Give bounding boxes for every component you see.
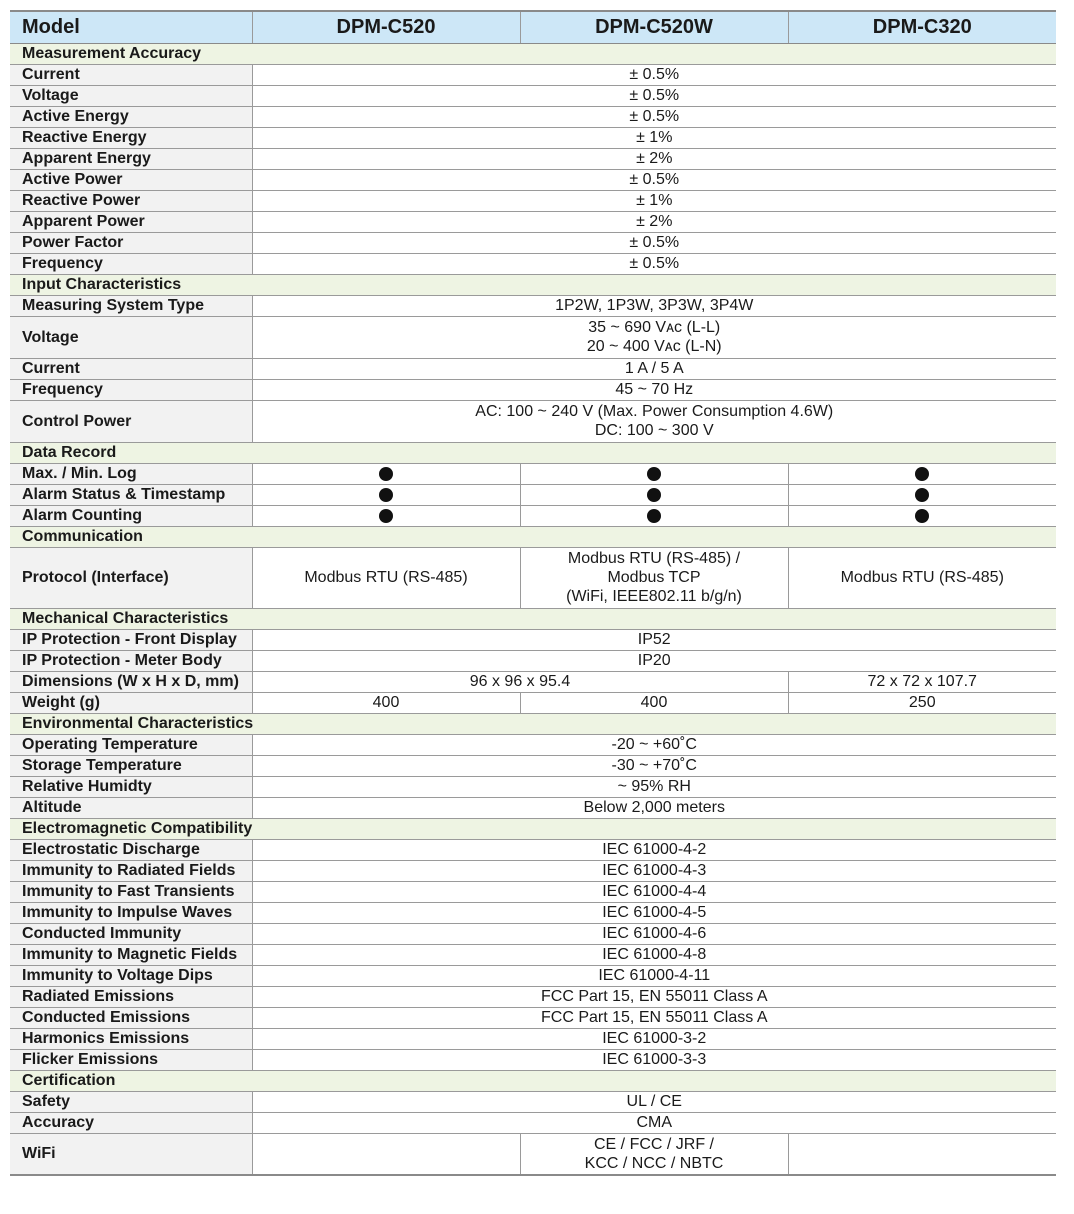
section-title: Measurement Accuracy [10, 43, 1056, 64]
spec-row [10, 316, 1056, 358]
spec-row [10, 1133, 1056, 1175]
spec-row [10, 400, 1056, 442]
spec-value: ± 2% [252, 211, 1056, 232]
spec-table [10, 10, 1056, 1176]
row-label: Immunity to Magnetic Fields [10, 944, 252, 965]
header-row [10, 11, 1056, 43]
spec-value: UL / CE [252, 1091, 1056, 1112]
spec-value: Below 2,000 meters [252, 797, 1056, 818]
spec-value: 250 [788, 692, 1056, 713]
row-label: Weight (g) [10, 692, 252, 713]
supported-cell [520, 463, 788, 484]
spec-value: 400 [520, 692, 788, 713]
spec-row [10, 965, 1056, 986]
spec-body [10, 43, 1056, 1175]
row-label: Conducted Immunity [10, 923, 252, 944]
spec-value: ± 1% [252, 127, 1056, 148]
section-title: Certification [10, 1070, 1056, 1091]
row-label: Accuracy [10, 1112, 252, 1133]
spec-row [10, 1028, 1056, 1049]
row-label: Relative Humidty [10, 776, 252, 797]
spec-row [10, 902, 1056, 923]
spec-row [10, 629, 1056, 650]
spec-value: CMA [252, 1112, 1056, 1133]
section-header-row [10, 442, 1056, 463]
spec-row [10, 169, 1056, 190]
row-label: Voltage [10, 316, 252, 358]
row-label: Active Power [10, 169, 252, 190]
section-title: Data Record [10, 442, 1056, 463]
spec-value: IEC 61000-4-2 [252, 839, 1056, 860]
spec-value: Modbus RTU (RS-485) [788, 547, 1056, 608]
spec-row [10, 986, 1056, 1007]
spec-value: 45 ~ 70 Hz [252, 379, 1056, 400]
section-header-row [10, 713, 1056, 734]
row-label: Frequency [10, 379, 252, 400]
spec-value: IP20 [252, 650, 1056, 671]
spec-value: IEC 61000-4-4 [252, 881, 1056, 902]
spec-value: IEC 61000-3-2 [252, 1028, 1056, 1049]
row-label: Dimensions (W x H x D, mm) [10, 671, 252, 692]
spec-value: -30 ~ +70˚C [252, 755, 1056, 776]
row-label: Radiated Emissions [10, 986, 252, 1007]
spec-row [10, 923, 1056, 944]
spec-row [10, 106, 1056, 127]
spec-row [10, 64, 1056, 85]
filled-circle-icon [379, 467, 393, 481]
row-label: Operating Temperature [10, 734, 252, 755]
section-title: Electromagnetic Compatibility [10, 818, 1056, 839]
spec-row [10, 1007, 1056, 1028]
spec-row [10, 1049, 1056, 1070]
row-label: Control Power [10, 400, 252, 442]
supported-cell [520, 484, 788, 505]
row-label: Safety [10, 1091, 252, 1112]
spec-row [10, 127, 1056, 148]
supported-cell [252, 463, 520, 484]
spec-row [10, 463, 1056, 484]
spec-row [10, 547, 1056, 608]
filled-circle-icon [379, 488, 393, 502]
row-label: Max. / Min. Log [10, 463, 252, 484]
section-header-row [10, 274, 1056, 295]
model-column-header: DPM-C520 [252, 11, 520, 43]
section-header-row [10, 43, 1056, 64]
row-label: IP Protection - Front Display [10, 629, 252, 650]
row-label: Apparent Energy [10, 148, 252, 169]
spec-value: IP52 [252, 629, 1056, 650]
model-column-header: DPM-C320 [788, 11, 1056, 43]
spec-row [10, 211, 1056, 232]
spec-value: IEC 61000-4-8 [252, 944, 1056, 965]
spec-value: ± 1% [252, 190, 1056, 211]
row-label: Measuring System Type [10, 295, 252, 316]
section-header-row [10, 526, 1056, 547]
filled-circle-icon [915, 467, 929, 481]
spec-value: ± 0.5% [252, 64, 1056, 85]
spec-row [10, 650, 1056, 671]
spec-value: IEC 61000-3-3 [252, 1049, 1056, 1070]
row-label: Altitude [10, 797, 252, 818]
row-label: Storage Temperature [10, 755, 252, 776]
spec-row [10, 776, 1056, 797]
spec-row [10, 505, 1056, 526]
spec-row [10, 734, 1056, 755]
spec-value: -20 ~ +60˚C [252, 734, 1056, 755]
supported-cell [788, 463, 1056, 484]
spec-row [10, 671, 1056, 692]
supported-cell [252, 505, 520, 526]
filled-circle-icon [647, 467, 661, 481]
spec-row [10, 944, 1056, 965]
row-label: Apparent Power [10, 211, 252, 232]
row-label: Immunity to Voltage Dips [10, 965, 252, 986]
row-label: Harmonics Emissions [10, 1028, 252, 1049]
section-title: Communication [10, 526, 1056, 547]
supported-cell [788, 484, 1056, 505]
spec-value: 96 x 96 x 95.4 [252, 671, 788, 692]
spec-value: Modbus RTU (RS-485) [252, 547, 520, 608]
filled-circle-icon [647, 488, 661, 502]
spec-row [10, 1112, 1056, 1133]
section-header-row [10, 1070, 1056, 1091]
spec-value: ± 2% [252, 148, 1056, 169]
row-label: Immunity to Radiated Fields [10, 860, 252, 881]
spec-row [10, 358, 1056, 379]
model-column-header: DPM-C520W [520, 11, 788, 43]
row-label: Alarm Counting [10, 505, 252, 526]
spec-value: Modbus RTU (RS-485) / Modbus TCP (WiFi, IEEE802.11 b/g/n) [520, 547, 788, 608]
supported-cell [520, 505, 788, 526]
filled-circle-icon [915, 488, 929, 502]
spec-row [10, 379, 1056, 400]
row-label: IP Protection - Meter Body [10, 650, 252, 671]
row-label: Immunity to Impulse Waves [10, 902, 252, 923]
spec-row [10, 797, 1056, 818]
spec-value: CE / FCC / JRF / KCC / NCC / NBTC [520, 1133, 788, 1175]
spec-value: ± 0.5% [252, 85, 1056, 106]
section-title: Mechanical Characteristics [10, 608, 1056, 629]
spec-row [10, 839, 1056, 860]
spec-row [10, 860, 1056, 881]
spec-row [10, 232, 1056, 253]
spec-row [10, 190, 1056, 211]
row-label: Current [10, 64, 252, 85]
spec-row [10, 148, 1056, 169]
spec-value: ~ 95% RH [252, 776, 1056, 797]
spec-value: 1P2W, 1P3W, 3P3W, 3P4W [252, 295, 1056, 316]
row-label: Voltage [10, 85, 252, 106]
row-label: Reactive Energy [10, 127, 252, 148]
row-label: WiFi [10, 1133, 252, 1175]
spec-value: ± 0.5% [252, 253, 1056, 274]
row-label: Flicker Emissions [10, 1049, 252, 1070]
row-label: Conducted Emissions [10, 1007, 252, 1028]
spec-row [10, 881, 1056, 902]
spec-value: IEC 61000-4-11 [252, 965, 1056, 986]
spec-value: 1 A / 5 A [252, 358, 1056, 379]
row-label: Reactive Power [10, 190, 252, 211]
row-label: Alarm Status & Timestamp [10, 484, 252, 505]
section-header-row [10, 818, 1056, 839]
spec-row [10, 85, 1056, 106]
spec-value: ± 0.5% [252, 169, 1056, 190]
section-title: Input Characteristics [10, 274, 1056, 295]
supported-cell [252, 484, 520, 505]
row-label: Electrostatic Discharge [10, 839, 252, 860]
spec-value: IEC 61000-4-5 [252, 902, 1056, 923]
row-label: Current [10, 358, 252, 379]
supported-cell [788, 505, 1056, 526]
row-label: Protocol (Interface) [10, 547, 252, 608]
spec-row [10, 755, 1056, 776]
spec-value: 400 [252, 692, 520, 713]
spec-row [10, 1091, 1056, 1112]
spec-value: 72 x 72 x 107.7 [788, 671, 1056, 692]
spec-value [788, 1133, 1056, 1175]
spec-value: IEC 61000-4-3 [252, 860, 1056, 881]
spec-value: FCC Part 15, EN 55011 Class A [252, 1007, 1056, 1028]
row-label: Power Factor [10, 232, 252, 253]
spec-row [10, 692, 1056, 713]
spec-row [10, 484, 1056, 505]
row-label: Frequency [10, 253, 252, 274]
row-label: Immunity to Fast Transients [10, 881, 252, 902]
filled-circle-icon [379, 509, 393, 523]
spec-row [10, 253, 1056, 274]
spec-value: ± 0.5% [252, 232, 1056, 253]
spec-value: AC: 100 ~ 240 V (Max. Power Consumption 4.6W) DC: 100 ~ 300 V [252, 400, 1056, 442]
spec-value [252, 1133, 520, 1175]
spec-value: ± 0.5% [252, 106, 1056, 127]
section-title: Environmental Characteristics [10, 713, 1056, 734]
spec-value: 35 ~ 690 Vᴀᴄ (L-L) 20 ~ 400 Vᴀᴄ (L-N) [252, 316, 1056, 358]
spec-value: IEC 61000-4-6 [252, 923, 1056, 944]
section-header-row [10, 608, 1056, 629]
filled-circle-icon [647, 509, 661, 523]
spec-row [10, 295, 1056, 316]
model-header: Model [10, 11, 252, 43]
filled-circle-icon [915, 509, 929, 523]
spec-value: FCC Part 15, EN 55011 Class A [252, 986, 1056, 1007]
row-label: Active Energy [10, 106, 252, 127]
